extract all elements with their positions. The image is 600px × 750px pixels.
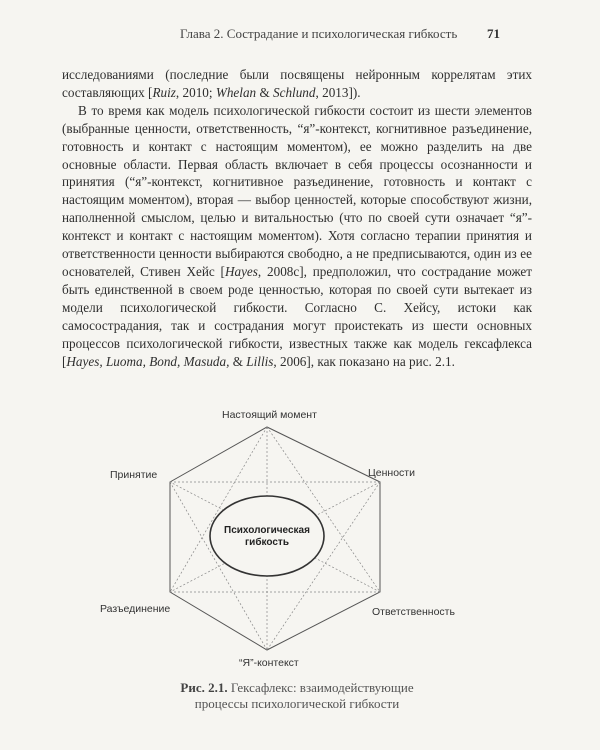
label-defusion: Разъединение — [100, 603, 171, 615]
body-text — [62, 66, 532, 370]
figure-caption — [62, 680, 532, 712]
label-responsibility: Ответственность — [372, 606, 455, 618]
text-run: & — [229, 353, 247, 369]
text-run: & — [256, 84, 273, 100]
text-run: , 2006], как показано на рис. 2.1. — [273, 353, 455, 369]
label-values: Ценности — [368, 467, 415, 479]
text-run: В то время как модель психологической гибкости состоит из шести элементов (выбранные ценности, ответственность, “я”-контекст, когнитивное разъединение, готовность и контакт с настоящим моментом), ее можно разделить на две основные области. Первая область включает в себя процессы осознанности и принятия (“я”-контекст, когнитивное разъединение, готовность и контакт с настоящим моментом), вторая — выбор ценностей, которые способствуют жизни, наполненной смыслом, целью и витальностью (что по своей сути означает “я”-контекст и контакт с настоящим моментом). Хотя согласно терапии принятия и ответственности ценности выбираются свободно, а не предписываются, один из ее основателей, Стивен Хейс [ — [62, 102, 532, 279]
page-number: 71 — [487, 26, 500, 41]
center-label — [217, 525, 317, 549]
citation-author: Hayes — [224, 263, 258, 279]
citation-author: Whelan — [215, 84, 257, 100]
label-self-context: “Я”-контекст — [239, 657, 299, 669]
text-run: , 2013]). — [315, 84, 361, 100]
paragraph-2 — [62, 102, 532, 371]
label-acceptance: Принятие — [110, 469, 158, 481]
citation-author: Schlund — [273, 84, 316, 100]
citation-author: Ruiz — [152, 84, 176, 100]
chapter-title: Глава 2. Сострадание и психологическая гибкость — [180, 26, 458, 41]
paragraph-1 — [62, 66, 532, 102]
text-run: исследованиями (последние были посвящены нейронным коррелятам этих составляющих [ — [62, 67, 532, 100]
text-run: , 2010; — [175, 84, 216, 100]
text-run: , 2008c], предположил, что сострадание может быть единственной в своем роде ценностью, которая по своей сути вытекает из модели психологической гибкости. Согласно С. Хейсу, истоки как самосострадания, так и сострадания могут проистекать из шести основных процессов психологической гибкости, известных также как модель гексафлекса [ — [62, 263, 533, 369]
center-label-line2: гибкость — [245, 537, 289, 548]
hexaflex-figure — [62, 405, 532, 675]
citation-author: Hayes, Luoma, Bond, Masuda, — [66, 353, 230, 369]
citation-author: Lillis — [246, 353, 274, 369]
label-present-moment: Настоящий момент — [222, 409, 317, 421]
caption-number: Рис. 2.1. — [180, 680, 228, 695]
center-label-line1: Психологическая — [224, 525, 310, 536]
caption-text-line2: процессы психологической гибкости — [194, 696, 400, 711]
caption-text-line1: Гексафлекс: взаимодействующие — [230, 680, 414, 695]
